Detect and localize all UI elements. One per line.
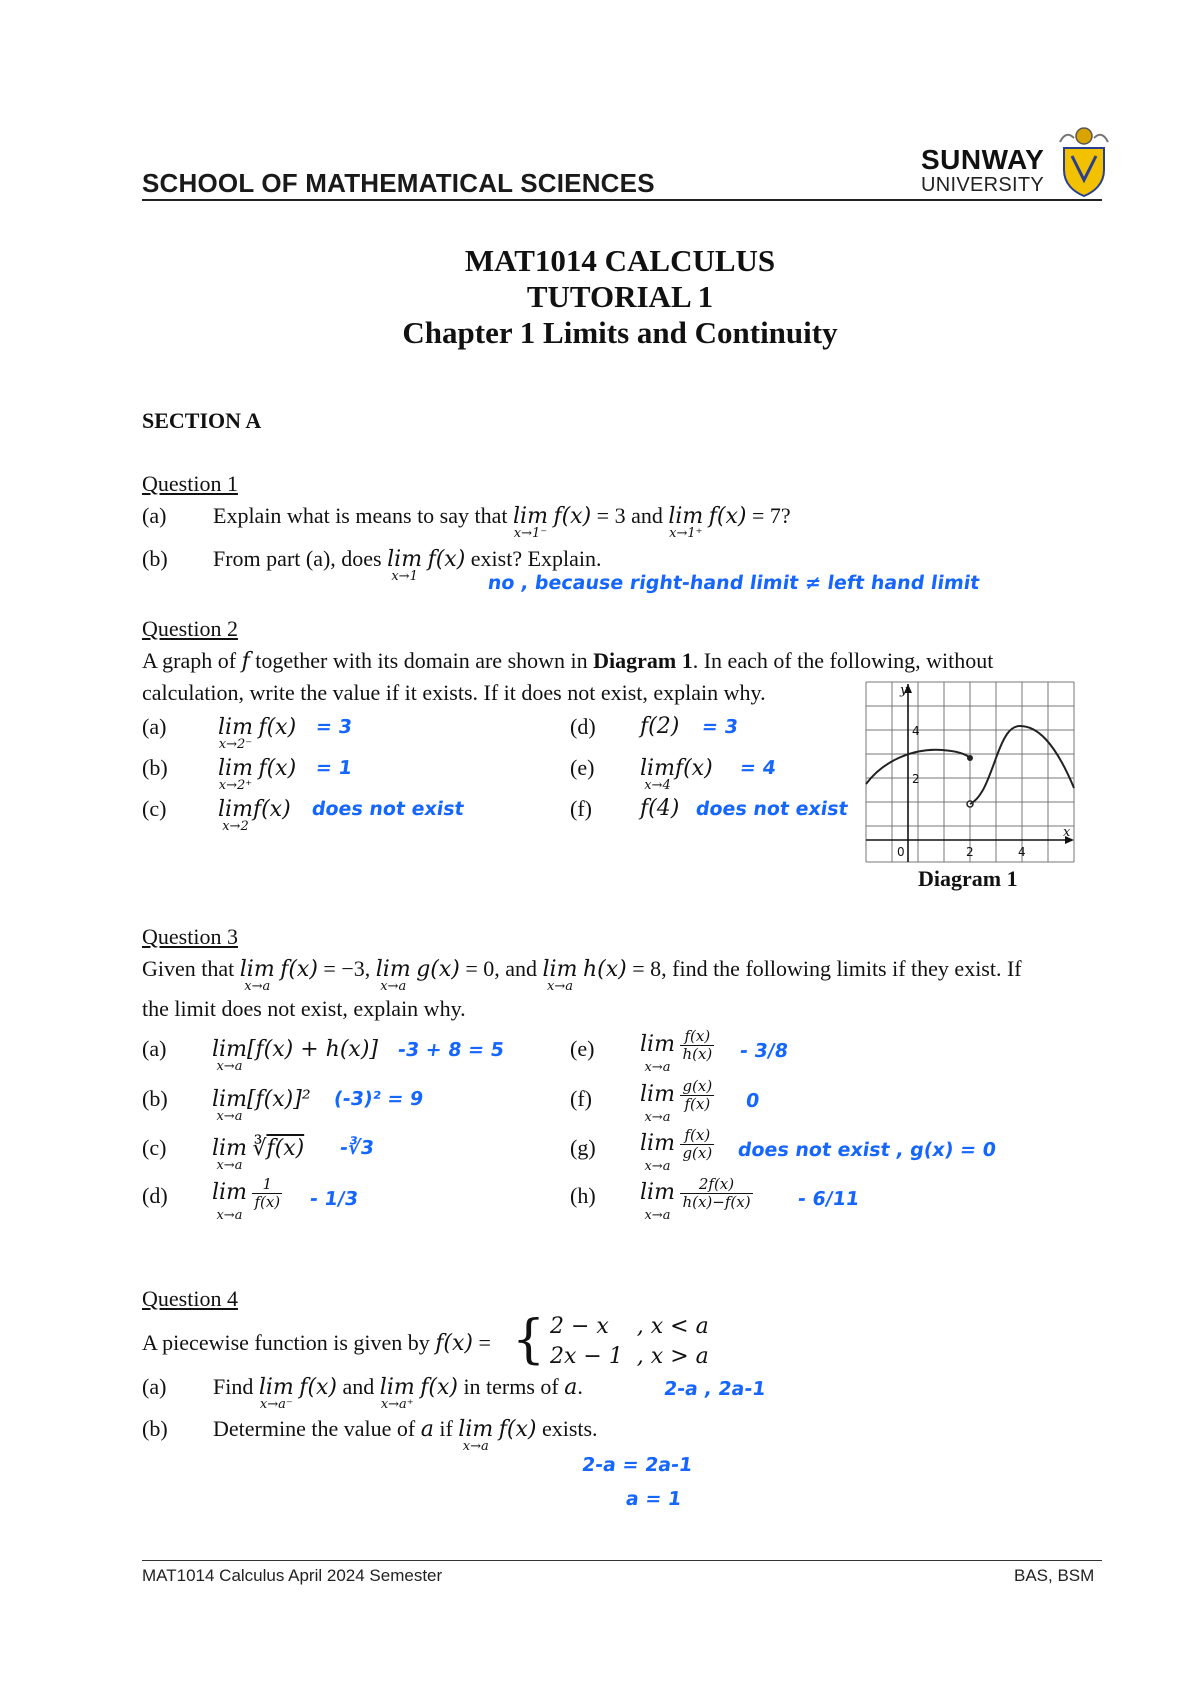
q2d-label: (d) (570, 714, 596, 739)
q2d-handwritten-answer: = 3 (700, 716, 740, 738)
logo-wordmark: SUNWAY (921, 144, 1045, 175)
diagram-1-graph (864, 680, 1076, 866)
diagram-y-axis-label: y (900, 683, 908, 698)
course-title: MAT1014 CALCULUS (464, 243, 776, 278)
q2f-label: (f) (570, 796, 592, 821)
q3d-expr: lim x→a $\frac{1}{f(x)}$ (212, 1175, 281, 1223)
q2c-expr: lim x→2 f(x) (218, 797, 291, 834)
q1b-handwritten-answer: no , because right-hand limit ≠ left hand limit (486, 572, 981, 594)
q1b-text: From part (a), does lim x→1 f(x) exist? Explain. (213, 546, 602, 584)
q2a-handwritten-answer: = 3 (314, 716, 354, 738)
chapter-title: Chapter 1 Limits and Continuity (402, 315, 838, 350)
school-name: SCHOOL OF MATHEMATICAL SCIENCES (142, 168, 655, 198)
q2f-handwritten-answer: does not exist (694, 798, 850, 820)
q3d-handwritten-answer: - 1/3 (308, 1188, 360, 1210)
q4b-label: (b) (142, 1416, 168, 1441)
piecewise-brace: { (512, 1310, 546, 1370)
q4a-text: Find lim x→a⁻ f(x) and lim x→a⁺ f(x) in terms of a. (213, 1374, 583, 1412)
question-4-heading: Question 4 (142, 1286, 238, 1311)
q2e-expr: lim x→4 f(x) (640, 756, 713, 793)
header-rule (142, 199, 1102, 201)
q4b-handwritten-working: 2-a = 2a-1 (580, 1454, 694, 1476)
q2-intro-line1: A graph of f together with its domain are shown in Diagram 1. In each of the following, without (142, 648, 994, 674)
q4a-handwritten-answer: 2-a , 2a-1 (662, 1378, 768, 1400)
q4-intro: A piecewise function is given by f(x) = (142, 1330, 491, 1356)
diagram-y-tick-2: 2 (912, 772, 920, 786)
diagram-x-axis-label: x (1063, 825, 1071, 840)
q3c-expr: lim x→a ∛f(x) (212, 1136, 305, 1173)
q3g-handwritten-answer: does not exist , g(x) = 0 (736, 1139, 998, 1161)
diagram-x-tick-4: 4 (1018, 845, 1026, 859)
q3a-handwritten-answer: -3 + 8 = 5 (396, 1039, 506, 1061)
q1b-label: (b) (142, 546, 168, 571)
q3f-handwritten-answer: 0 (744, 1090, 761, 1112)
question-3-heading: Question 3 (142, 924, 238, 949)
q3h-expr: lim x→a $\frac{2f(x)}{h(x)-f(x)}$ (640, 1175, 751, 1223)
diagram-y-tick-4: 4 (912, 724, 920, 738)
q3f-expr: lim x→a $\frac{g(x)}{f(x)}$ (640, 1077, 713, 1125)
piecewise-case-2: 2x − 1 , x > a (550, 1344, 709, 1369)
q2e-handwritten-answer: = 4 (738, 757, 778, 779)
q1a-label: (a) (142, 503, 167, 528)
q3g-expr: lim x→a $\frac{f(x)}{g(x)}$ (640, 1126, 713, 1174)
diagram-caption: Diagram 1 (918, 866, 1018, 891)
q3a-label: (a) (142, 1036, 167, 1061)
q2-intro-line2: calculation, write the value if it exists. If it does not exist, explain why. (142, 680, 766, 705)
tutorial-title: TUTORIAL 1 (526, 279, 714, 314)
q3d-label: (d) (142, 1183, 168, 1208)
q3h-label: (h) (570, 1183, 596, 1208)
footer-course: MAT1014 Calculus April 2024 Semester (142, 1566, 443, 1585)
piecewise-case-1: 2 − x , x < a (550, 1314, 709, 1339)
q3c-handwritten-answer: -∛3 (338, 1137, 376, 1159)
q2e-label: (e) (570, 755, 595, 780)
section-heading: SECTION A (142, 408, 262, 433)
diagram-x-tick-2: 2 (966, 845, 974, 859)
q3c-label: (c) (142, 1135, 167, 1160)
q4a-label: (a) (142, 1374, 167, 1399)
q2c-label: (c) (142, 796, 167, 821)
logo-subtitle: UNIVERSITY (921, 174, 1045, 196)
q2f-expr: f(4) (640, 796, 680, 821)
q2b-handwritten-answer: = 1 (314, 757, 354, 779)
q4b-handwritten-answer: a = 1 (624, 1488, 683, 1510)
q3g-label: (g) (570, 1135, 596, 1160)
q3b-label: (b) (142, 1086, 168, 1111)
q3a-expr: lim x→a [f(x) + h(x)] (212, 1037, 378, 1074)
q2b-label: (b) (142, 755, 168, 780)
q2b-expr: lim x→2⁺ f(x) (218, 756, 297, 793)
q3b-expr: lim x→a [f(x)]² (212, 1087, 311, 1124)
footer-rule (142, 1560, 1102, 1561)
q3b-handwritten-answer: (-3)² = 9 (332, 1088, 425, 1110)
q3h-handwritten-answer: - 6/11 (796, 1188, 861, 1210)
diagram-x-tick-0: 0 (897, 845, 905, 859)
q3f-label: (f) (570, 1086, 592, 1111)
q2d-expr: f(2) (640, 714, 680, 739)
q2a-label: (a) (142, 714, 167, 739)
footer-authors: BAS, BSM (1014, 1566, 1095, 1585)
q3e-label: (e) (570, 1036, 595, 1061)
university-crest-icon (1058, 122, 1110, 198)
q2c-handwritten-answer: does not exist (310, 798, 466, 820)
q3-intro-line1: Given that lim x→a f(x) = −3, lim x→a g(x) = 0, and lim x→a h(x) = 8, find the following limits if they exist. If (142, 956, 1022, 994)
q4b-text: Determine the value of a if lim x→a f(x) exists. (213, 1416, 598, 1454)
q3e-handwritten-answer: - 3/8 (738, 1040, 790, 1062)
q3e-expr: lim x→a $\frac{f(x)}{h(x)}$ (640, 1027, 713, 1075)
question-2-heading: Question 2 (142, 616, 238, 641)
q3-intro-line2: the limit does not exist, explain why. (142, 996, 466, 1021)
question-1-heading: Question 1 (142, 471, 238, 496)
q2a-expr: lim x→2⁻ f(x) (218, 715, 297, 752)
q1a-text: Explain what is means to say that lim x→1⁻ f(x) = 3 and lim x→1⁺ f(x) = 7? (213, 503, 791, 541)
